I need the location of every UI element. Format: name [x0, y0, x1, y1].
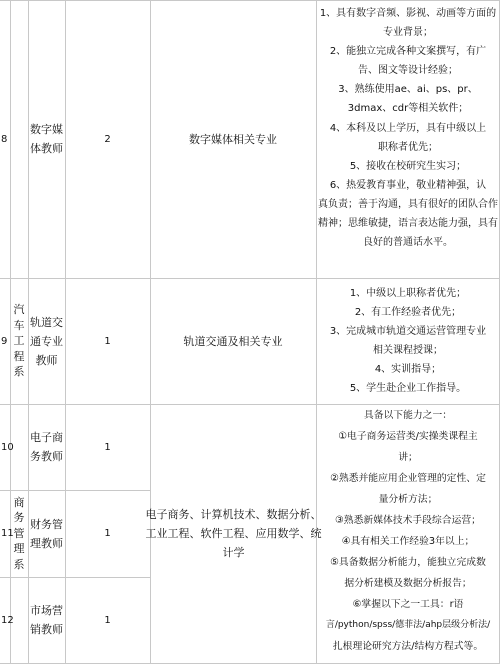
- row-number: 8: [1, 133, 8, 145]
- major-line: 工业工程、软件工程、应用数学、统: [145, 527, 322, 540]
- position-name: [28, 278, 65, 404]
- requirement-line: 告、图文等设计经验；: [358, 65, 458, 77]
- requirement-line: ④具有相关工作经验3年以上；: [341, 536, 475, 547]
- headcount: 2: [104, 133, 111, 145]
- headcount: 1: [104, 528, 111, 539]
- requirement-line: 据分析建模及数据分析报告；: [344, 578, 472, 589]
- position-name-line: 销教师: [30, 623, 63, 636]
- department-char: 车: [13, 318, 25, 332]
- requirement-line: ⑥掌握以下之一工具：r语: [352, 599, 464, 610]
- department-char: 程: [13, 349, 25, 363]
- department-char: 商: [13, 495, 25, 509]
- major-requirement: [145, 404, 322, 663]
- requirement-line: 4、实训指导；: [374, 364, 442, 376]
- department-name: [10, 404, 28, 663]
- position-name-line: 通专业: [30, 334, 63, 348]
- requirement-line: ⑤具备数据分析能力，能独立完成数: [330, 557, 486, 568]
- requirement-line: 2、有工作经验者优先；: [354, 307, 462, 319]
- requirement-line: 5、学生赴企业工作指导。: [349, 383, 467, 395]
- position-name-line: 务教师: [30, 450, 63, 463]
- major-requirement: 轨道交通及相关专业: [183, 334, 283, 348]
- position-name: [28, 490, 65, 577]
- department-char: 工: [13, 334, 25, 348]
- job-requirements: [318, 4, 498, 252]
- requirement-line: 1、具有数字音频、影视、动画等方面的: [319, 8, 497, 19]
- department-char: 务: [13, 511, 25, 525]
- major-line: 电子商务、计算机技术、数据分析、: [145, 508, 322, 521]
- requirement-line: 职称者优先；: [378, 141, 438, 153]
- requirement-line: 2、能独立完成各种文案撰写，有广: [329, 46, 487, 58]
- requirement-line: 4、本科及以上学历，具有中级以上: [329, 122, 487, 134]
- position-name-line: 轨道交: [30, 315, 63, 329]
- position-name-line: 理教师: [30, 536, 63, 550]
- requirement-line: 扎根理论研究方法/结构方程式等。: [332, 641, 484, 652]
- position-name-line: 市场营: [30, 604, 63, 617]
- position-name-line: 数字媒: [30, 123, 63, 136]
- requirement-line: ②熟悉并能应用企业管理的定性、定: [330, 473, 486, 484]
- position-name: [28, 404, 65, 490]
- requirement-line: 具备以下能力之一：: [363, 410, 453, 421]
- requirement-line: 精神；思维敏捷，语言表达能力强，具有: [318, 218, 498, 230]
- requirement-line: 3dmax、cdr等相关软件；: [347, 103, 469, 115]
- position-name-line: 教师: [35, 353, 58, 367]
- requirement-line: 言/python/spss/德菲法/ahp层级分析法/: [325, 620, 491, 630]
- position-name: [28, 577, 65, 663]
- major-requirement: 数字媒体相关专业: [189, 132, 277, 146]
- requirement-line: 1、中级以上职称者优先；: [349, 288, 467, 299]
- requirement-line: 真负责；善于沟通，具有很好的团队合作: [318, 198, 498, 210]
- job-requirements: [317, 405, 499, 657]
- row-number: 12: [1, 614, 14, 626]
- requirement-line: 量分析方法；: [378, 494, 438, 505]
- position-name-line: 电子商: [30, 431, 63, 444]
- row-number: 9: [1, 335, 8, 347]
- headcount: 1: [104, 614, 111, 626]
- requirement-line: 相关课程授课；: [373, 345, 443, 357]
- requirement-line: 讲；: [398, 452, 418, 463]
- requirement-line: 3、完成城市轨道交通运营管理专业: [329, 326, 487, 338]
- department-char: 管: [13, 526, 25, 540]
- row-number: 10: [1, 441, 14, 453]
- job-requirements: [318, 284, 498, 399]
- requirement-line: 6、热爱教育事业，敬业精神强，认: [329, 179, 487, 191]
- department-name: [10, 278, 28, 404]
- position-name-line: 财务管: [30, 517, 63, 531]
- position-name: [28, 0, 65, 278]
- major-line: 计学: [222, 546, 245, 559]
- requirement-line: ①电子商务运营类/实操类课程主: [338, 431, 478, 442]
- department-char: 汽: [13, 303, 25, 317]
- headcount: 1: [104, 335, 111, 347]
- department-char: 系: [13, 557, 25, 571]
- requirement-line: 3、熟练使用ae、ai、ps、pr、: [338, 84, 478, 96]
- requirement-line: 5、接收在校研究生实习；: [349, 160, 467, 172]
- headcount: 1: [104, 441, 111, 453]
- department-char: 理: [13, 542, 25, 556]
- department-char: 系: [13, 365, 25, 379]
- requirement-line: 专业背景；: [383, 27, 433, 39]
- requirement-line: 良好的普通话水平。: [363, 237, 453, 249]
- requirement-line: ③熟悉新媒体技术手段综合运营；: [335, 515, 481, 526]
- position-name-line: 体教师: [30, 142, 63, 155]
- row-number: 11: [1, 528, 14, 539]
